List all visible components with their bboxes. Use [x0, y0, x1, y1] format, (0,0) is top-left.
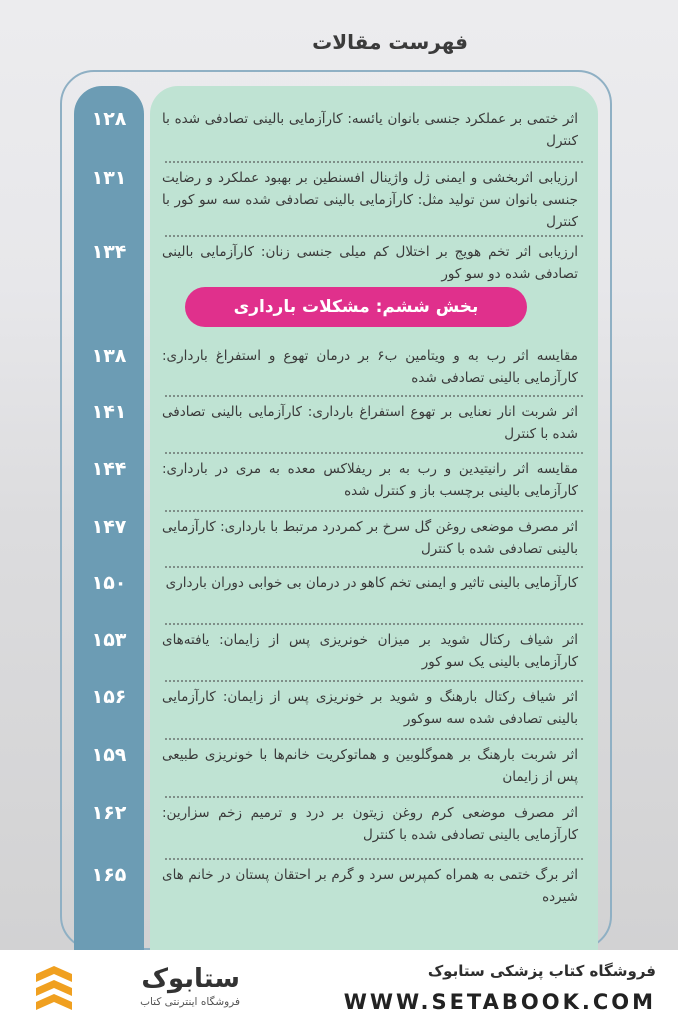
entry-separator — [165, 235, 583, 237]
entry-title: مقایسه اثر رب به و ویتامین ب۶ بر درمان تهوع و استفراغ بارداری: کارآزمایی بالینی تصادفی شده — [162, 348, 578, 386]
entry-title: کارآزمایی بالینی تاثیر و ایمنی تخم کاهو در درمان بی خوابی دوران بارداری — [165, 575, 578, 591]
entry-title: اثر مصرف موضعی روغن گل سرخ بر کمردرد مرتبط با بارداری: کارآزمایی بالینی تصادفی شده با کنترل — [162, 519, 578, 557]
logo-mark-icon — [30, 964, 78, 1014]
entry-title: اثر شیاف رکتال شوید بر میزان خونریزی پس از زایمان: یافته‌های کارآزمایی بالینی یک سو کور — [162, 632, 578, 670]
entry-title: اثر ختمی بر عملکرد جنسی بانوان یائسه: کارآزمایی بالینی تصادفی شده با کنترل — [162, 111, 578, 149]
entry-separator — [165, 566, 583, 568]
page-number: ۱۴۱ — [91, 401, 127, 423]
entry-separator — [165, 161, 583, 163]
entry-title: اثر شربت انار نعنایی بر تهوع استفراغ بارداری: کارآزمایی بالینی تصادفی شده با کنترل — [162, 404, 578, 442]
page-number: ۱۵۹ — [91, 744, 127, 766]
entry-separator — [165, 452, 583, 454]
store-name: فروشگاه کتاب پزشکی ستابوک — [427, 962, 656, 980]
entry-separator — [165, 796, 583, 798]
entry-separator — [165, 623, 583, 625]
entry-title: اثر مصرف موضعی کرم روغن زیتون بر درد و ترمیم زخم سزارین: کارآزمایی بالینی تصادفی شده با کنترل — [162, 805, 578, 843]
page-number: ۱۵۰ — [91, 572, 127, 594]
entry-separator — [165, 510, 583, 512]
entry-separator — [165, 395, 583, 397]
entry-title: اثر شربت بارهنگ بر هموگلوبین و هماتوکریت خانم‌ها با خونریزی طبیعی پس از زایمان — [162, 747, 578, 785]
entry-title: ارزیابی اثربخشی و ایمنی ژل واژینال افسنطین بر بهبود عملکرد و رضایت جنسی بانوان سن تولید مثل: کارآزمایی بالینی تصادفی شده سه سو کور با کنترل — [162, 170, 578, 230]
page-number: ۱۳۱ — [91, 167, 127, 189]
page-number: ۱۳۴ — [91, 241, 127, 263]
page-number: ۱۵۳ — [91, 629, 127, 651]
page-number: ۱۴۴ — [91, 458, 127, 480]
page-number: ۱۴۷ — [91, 516, 127, 538]
entry-separator — [165, 680, 583, 682]
page-number: ۱۳۸ — [91, 345, 127, 367]
page-number: ۱۲۸ — [91, 108, 127, 130]
entry-title: مقایسه اثر رانیتیدین و رب به بر ریفلاکس معده به مری در بارداری: کارآزمایی بالینی برچسب باز و کنترل شده — [162, 461, 578, 499]
entry-separator — [165, 858, 583, 860]
section-banner: بخش ششم: مشکلات بارداری — [185, 287, 527, 327]
page-number: ۱۶۲ — [91, 802, 127, 824]
entry-separator — [165, 738, 583, 740]
page-number: ۱۵۶ — [91, 686, 127, 708]
page-number: ۱۶۵ — [91, 864, 127, 886]
store-url-link[interactable]: WWW.SETABOOK.COM — [343, 990, 656, 1014]
entry-title: اثر شیاف رکتال بارهنگ و شوید بر خونریزی پس از زایمان: کارآزمایی بالینی تصادفی شده سه سوکور — [162, 689, 578, 727]
entry-title: ارزیابی اثر تخم هویج بر اختلال کم میلی جنسی زنان: کارآزمایی بالینی تصادفی شده دو سو کور — [162, 244, 578, 282]
bleed-through-text — [180, 22, 300, 40]
entry-title: اثر برگ ختمی به همراه کمپرس سرد و گرم بر احتقان پستان در خانم های شیرده — [162, 867, 578, 905]
logo-subtitle: فروشگاه اینترنتی کتاب — [140, 996, 240, 1008]
page-title: فهرست مقالات — [312, 30, 468, 54]
logo-name: ستابوک — [141, 964, 240, 994]
setabook-logo[interactable] — [30, 964, 250, 1016]
